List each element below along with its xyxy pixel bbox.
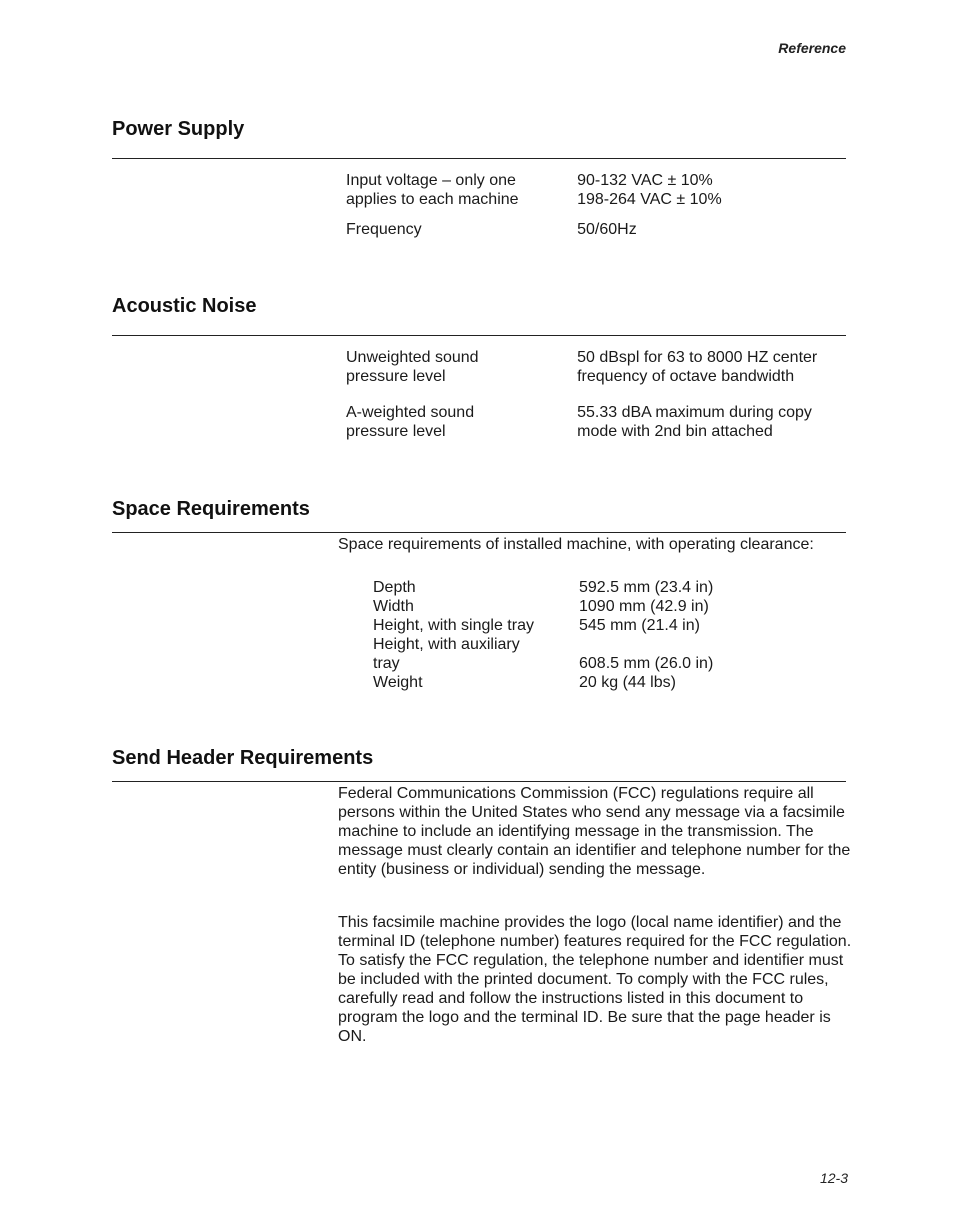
spec-value: 50/60Hz — [577, 221, 637, 238]
table-row — [346, 348, 866, 386]
section-divider — [112, 335, 846, 336]
table-row — [373, 578, 853, 597]
section-divider — [112, 781, 846, 782]
table-row — [373, 597, 853, 616]
table-row — [346, 220, 866, 239]
dimension-label: Depth — [373, 579, 416, 596]
table-row — [346, 403, 866, 441]
spec-label: Frequency — [346, 221, 422, 238]
section-title-acoustic-noise: Acoustic Noise — [112, 295, 257, 317]
table-row — [373, 616, 853, 635]
dimension-value: 608.5 mm (26.0 in) — [579, 655, 714, 672]
section-title-space-requirements: Space Requirements — [112, 498, 310, 520]
dimension-label: Weight — [373, 674, 423, 691]
paragraph-logo-terminal-id: This facsimile machine provides the logo (local name identifier) and the terminal ID (telephone number) features required for the FCC regulation. To satisfy the FCC regulation, the telephone number and identifier must be included with the printed document. To comply with the FCC rules, carefully read and follow the instructions listed in this document to program the logo and the terminal ID. Be sure that the page header is ON. — [338, 914, 852, 1045]
spec-value: 55.33 dBA maximum during copy mode with 2nd bin attached — [577, 404, 812, 440]
running-head: Reference — [778, 40, 846, 56]
spec-label: Input voltage – only one applies to each machine — [346, 172, 519, 208]
section-title-power-supply: Power Supply — [112, 118, 245, 140]
acoustic-noise-table — [346, 348, 866, 452]
power-supply-table — [346, 171, 866, 250]
space-intro-text: Space requirements of installed machine, with operating clearance: — [338, 536, 814, 553]
dimension-value: 545 mm (21.4 in) — [579, 617, 700, 634]
section-divider — [112, 158, 846, 159]
table-row — [373, 673, 853, 692]
dimension-value: 592.5 mm (23.4 in) — [579, 579, 714, 596]
spec-label: Unweighted sound pressure level — [346, 349, 479, 385]
table-row — [346, 171, 866, 209]
section-title-send-header: Send Header Requirements — [112, 747, 374, 769]
dimension-label: Width — [373, 598, 414, 615]
spec-value: 90-132 VAC ± 10% 198-264 VAC ± 10% — [577, 172, 722, 208]
dimension-value: 1090 mm (42.9 in) — [579, 598, 709, 615]
space-requirements-table — [373, 578, 853, 692]
dimension-value: 20 kg (44 lbs) — [579, 674, 676, 691]
table-row — [373, 635, 853, 673]
page-number: 12-3 — [819, 1170, 848, 1186]
spec-label: A-weighted sound pressure level — [346, 404, 475, 440]
dimension-label: Height, with auxiliary tray — [373, 636, 520, 672]
dimension-label: Height, with single tray — [373, 617, 534, 634]
spec-value: 50 dBspl for 63 to 8000 HZ center frequency of octave bandwidth — [577, 349, 818, 385]
paragraph-fcc-regulations: Federal Communications Commission (FCC) regulations require all persons within the United States who send any message via a facsimile machine to include an identifying message in the transmission. The message must clearly contain an identifier and telephone number for the entity (business or individual) sending the message. — [338, 785, 851, 878]
section-divider — [112, 532, 846, 533]
